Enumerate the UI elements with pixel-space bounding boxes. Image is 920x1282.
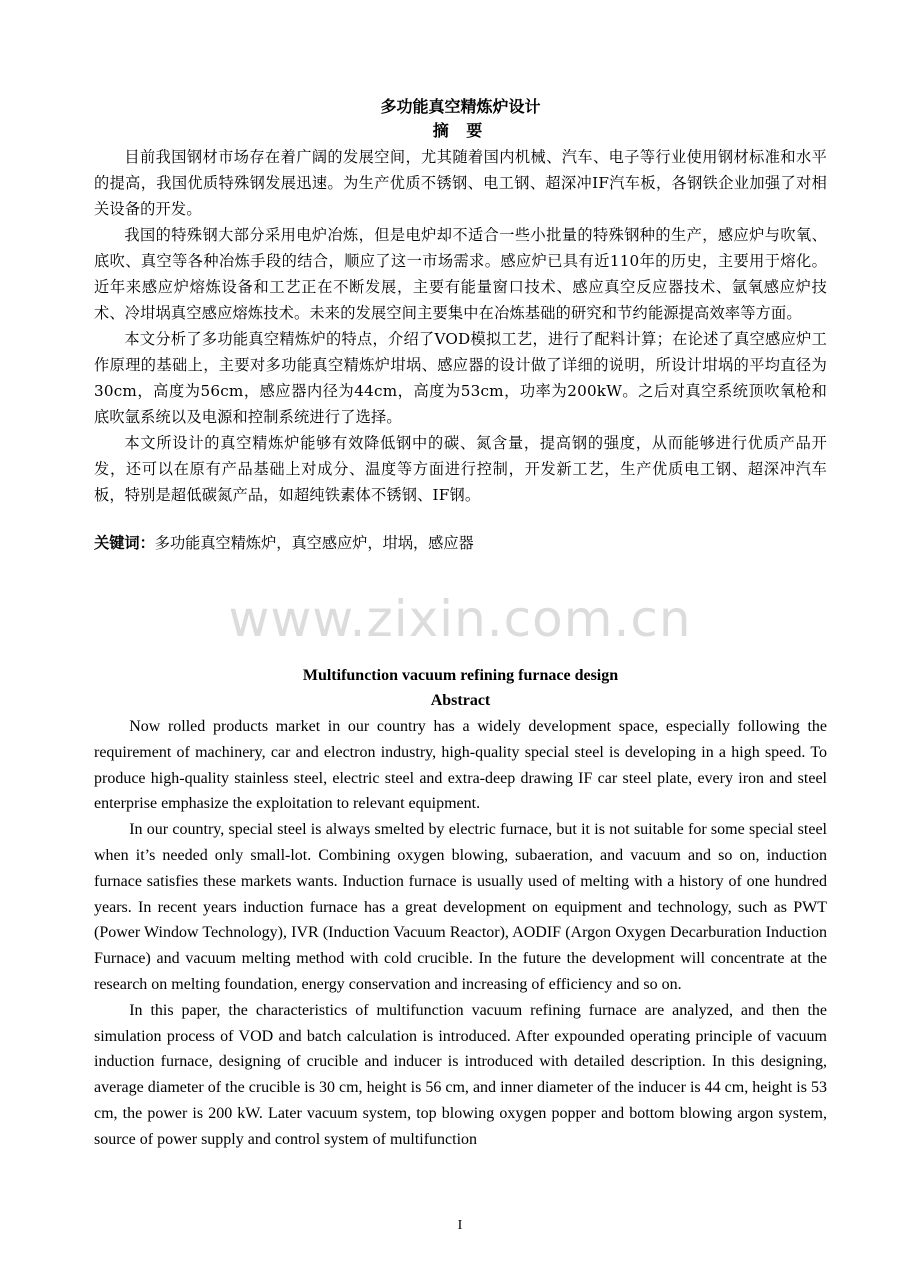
abstract-paragraph-en-2: In our country, special steel is always smelted by electric furnace, but it is not suitable for some special steel when it’s needed only small-lot. Combining oxygen blowing, subaeration, and vacuum and so on, induction furnace satisfies these markets wants. Induction furnace is usually used of melting with a history of one hundred years. In recent years induction furnace has a great development on equipment and technology, such as PWT (Power Window Technology), IVR (Induction Vacuum Reactor), AODIF (Argon Oxygen Decarburation Induction Furnace) and vacuum melting method with cold crucible. In the future the development will concentrate at the research on melting foundation, energy conservation and increasing of efficiency and so on. [94,821,827,993]
keywords-line-cn [94,530,827,556]
document-title-en: Multifunction vacuum refining furnace design [302,667,619,684]
abstract-paragraph-en-3: In this paper, the characteristics of multifunction vacuum refining furnace are analyzed, and then the simulation process of VOD and batch calculation is introduced. After expounded operating principle of vacuum induction furnace, designing of crucible and inducer is introduced with detailed description. In this designing, average diameter of the crucible is 30 cm, height is 56 cm, and inner diameter of the inducer is 44 cm, height is 53 cm, the power is 200 kW. Later vacuum system, top blowing oxygen popper and bottom blowing argon system, source of power supply and control system of multifunction [94,1001,827,1148]
page-number: I [457,1218,463,1233]
abstract-heading-cn: 摘 要 [432,121,489,140]
english-abstract-section [94,664,827,1153]
watermark-text: www.zixin.com.cn [228,590,692,648]
document-title-cn: 多功能真空精炼炉设计 [380,97,541,116]
abstract-paragraph-cn-4: 本文所设计的真空精炼炉能够有效降低钢中的碳、氮含量，提高钢的强度，从而能够进行优质产品开发，还可以在原有产品基础上对成分、温度等方面进行控制，开发新工艺，生产优质电工钢、超深冲汽车板，特别是超低碳氮产品，如超纯铁素体不锈钢、IF钢。 [94,434,827,504]
keywords-label-cn: 关键词： [94,534,155,552]
chinese-abstract-section [94,96,827,556]
abstract-paragraph-cn-1: 目前我国钢材市场存在着广阔的发展空间，尤其随着国内机械、汽车、电子等行业使用钢材标准和水平的提高，我国优质特殊钢发展迅速。为生产优质不锈钢、电工钢、超深冲IF汽车板，各钢铁企业加强了对相关设备的开发。 [94,148,827,218]
keywords-text-cn: 多功能真空精炼炉，真空感应炉，坩埚，感应器 [154,534,474,552]
abstract-heading-en: Abstract [430,692,491,709]
abstract-paragraph-cn-2: 我国的特殊钢大部分采用电炉冶炼，但是电炉却不适合一些小批量的特殊钢种的生产，感应炉与吹氧、底吹、真空等各种冶炼手段的结合，顺应了这一市场需求。感应炉已具有近110年的历史，主要用于熔化。近年来感应炉熔炼设备和工艺正在不断发展，主要有能量窗口技术、感应真空反应器技术、氩氧感应炉技术、冷坩埚真空感应熔炼技术。未来的发展空间主要集中在冶炼基础的研究和节约能源提高效率等方面。 [94,226,827,322]
abstract-paragraph-en-1: Now rolled products market in our country has a widely development space, especially following the requirement of machinery, car and electron industry, high-quality special steel is developing in a high speed. To produce high-quality stainless steel, electric steel and extra-deep drawing IF car steel plate, every iron and steel enterprise emphasize the exploitation to relevant equipment. [94,718,827,813]
abstract-paragraph-cn-3: 本文分析了多功能真空精炼炉的特点，介绍了VOD模拟工艺，进行了配料计算；在论述了真空感应炉工作原理的基础上，主要对多功能真空精炼炉坩埚、感应器的设计做了详细的说明，所设计坩埚的平均直径为30cm，高度为56cm，感应器内径为44cm，高度为53cm，功率为200kW。之后对真空系统顶吹氧枪和底吹氩系统以及电源和控制系统进行了选择。 [94,330,827,426]
